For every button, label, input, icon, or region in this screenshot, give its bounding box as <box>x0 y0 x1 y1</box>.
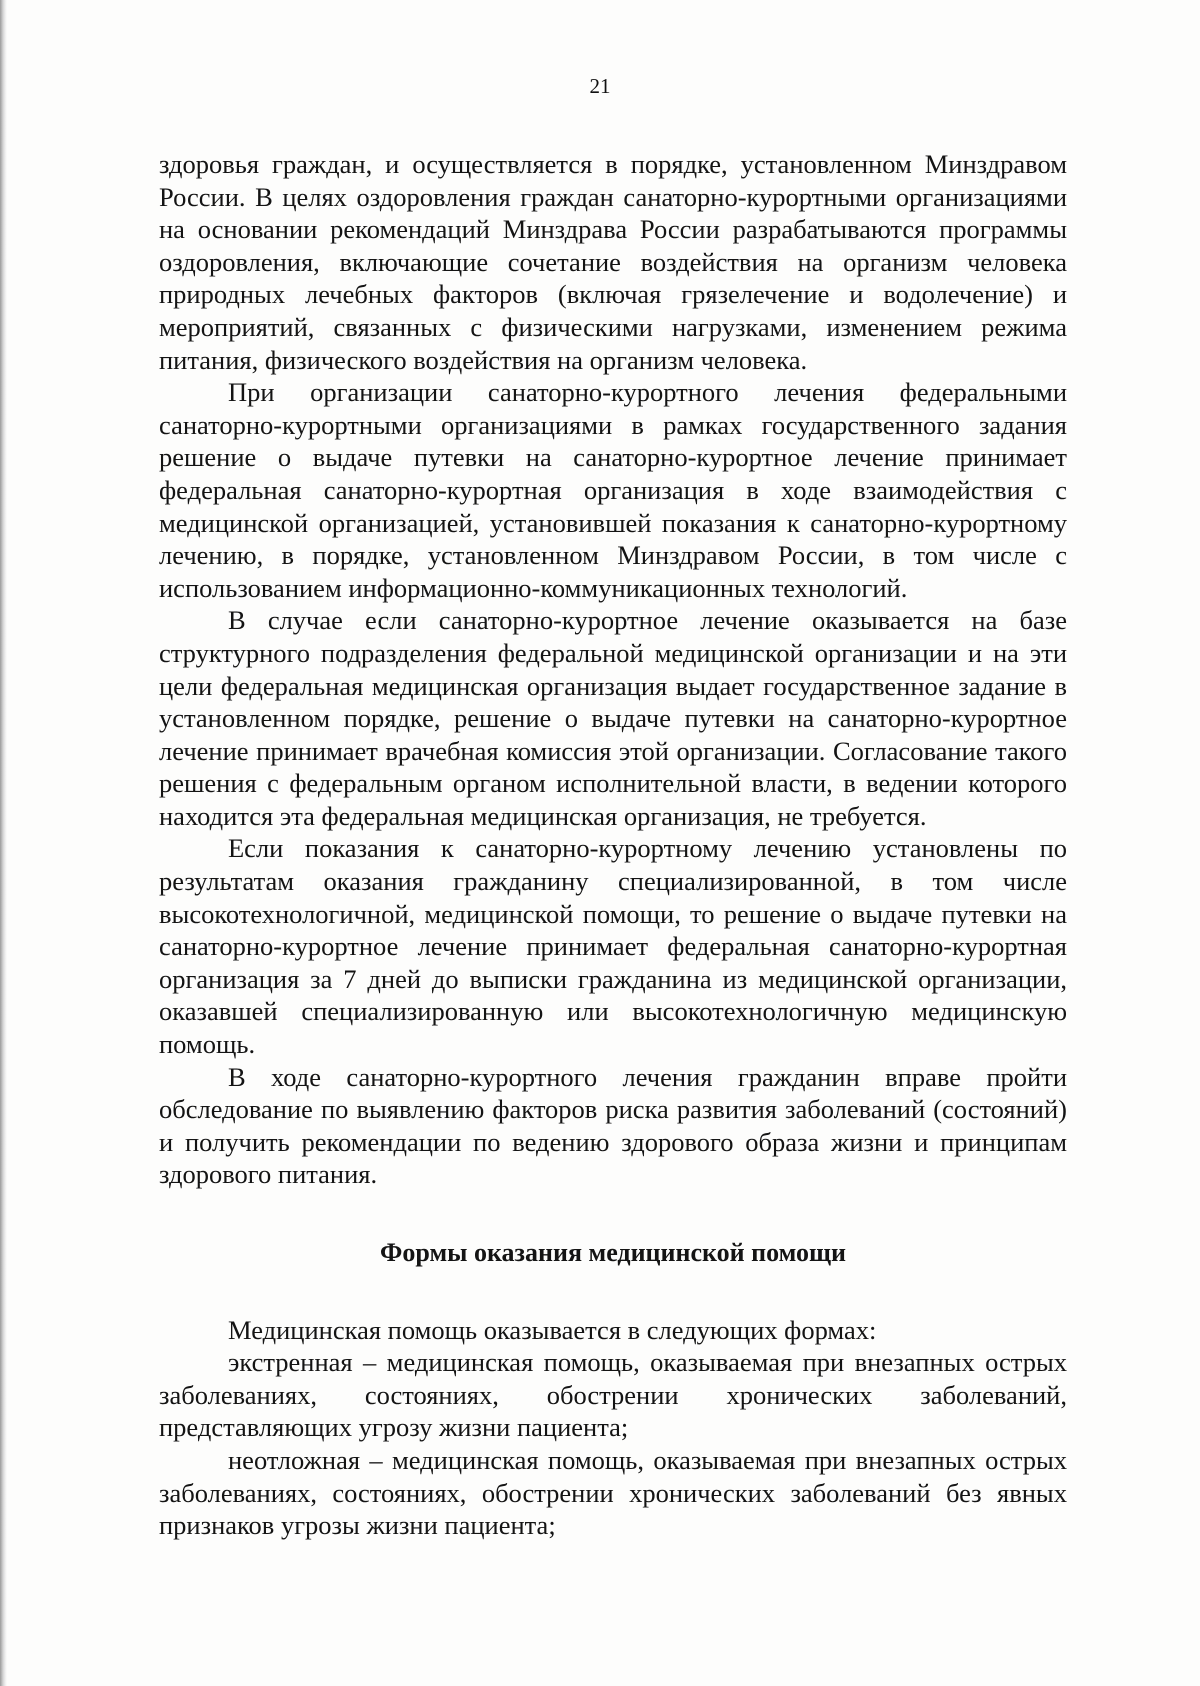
paragraph-emergency-care: экстренная – медицинская помощь, оказываемая при внезапных острых заболеваниях, состояниях, обострении хронических заболеваний, представляющих угрозу жизни пациента; <box>159 1347 1067 1443</box>
paragraph-federal-organizations: При организации санаторно-курортного лечения федеральными санаторно-курортными организациями в рамках государственного задания решение о выдаче путевки на санаторно-курортное лечение принимает федеральная санаторно-курортная организация в ходе взаимодействия с медицинской организацией, установившей показания к санаторно-курортному лечению, в порядке, установленном Минздравом России, в том числе с использованием информационно-коммуникационных технологий. <box>159 377 1067 603</box>
paragraph-care-forms-intro: Медицинская помощь оказывается в следующих формах: <box>228 1314 877 1345</box>
paragraph-urgent-care: неотложная – медицинская помощь, оказываемая при внезапных острых заболеваниях, состояниях, обострении хронических заболеваний без явных признаков угрозы жизни пациента; <box>159 1444 1067 1541</box>
paragraph-structural-division: В случае если санаторно-курортное лечение оказывается на базе структурного подразделения федеральной медицинской организации и на эти цели федеральная медицинская организация выдает государственное задание в установленном порядке, решение о выдаче путевки на санаторно-курортное лечение принимает врачебная комиссия этой организации. Согласование такого решения с федеральным органом исполнительной власти, в ведении которого находится эта федеральная медицинская организация, не требуется. <box>159 605 1067 831</box>
document-body <box>159 148 1067 1542</box>
paragraph-risk-screening: В ходе санаторно-курортного лечения гражданин вправе пройти обследование по выявлению факторов риска развития заболеваний (состояний) и получить рекомендации по ведению здорового образа жизни и принципам здорового питания. <box>159 1061 1067 1190</box>
paragraph-health-programs: здоровья граждан, и осуществляется в порядке, установленном Минздравом России. В целях оздоровления граждан санаторно-курортными организациями на основании рекомендаций Минздрава России разрабатываются программы оздоровления, включающие сочетание воздействия на организм человека природных лечебных факторов (включая грязелечение и водолечение) и мероприятий, связанных с физическими нагрузками, изменением режима питания, физического воздействия на организм человека. <box>159 149 1067 375</box>
scan-edge-shadow <box>0 0 7 1686</box>
section-heading: Формы оказания медицинской помощи <box>380 1238 846 1267</box>
page-number: 21 <box>589 74 611 98</box>
paragraph-high-tech-care: Если показания к санаторно-курортному лечению установлены по результатам оказания гражданину специализированной, в том числе высокотехнологичной, медицинской помощи, то решение о выдаче путевки на санаторно-курортное лечение принимает федеральная санаторно-курортная организация за 7 дней до выписки гражданина из медицинской организации, оказавшей специализированную или высокотехнологичную медицинскую помощь. <box>159 833 1067 1060</box>
